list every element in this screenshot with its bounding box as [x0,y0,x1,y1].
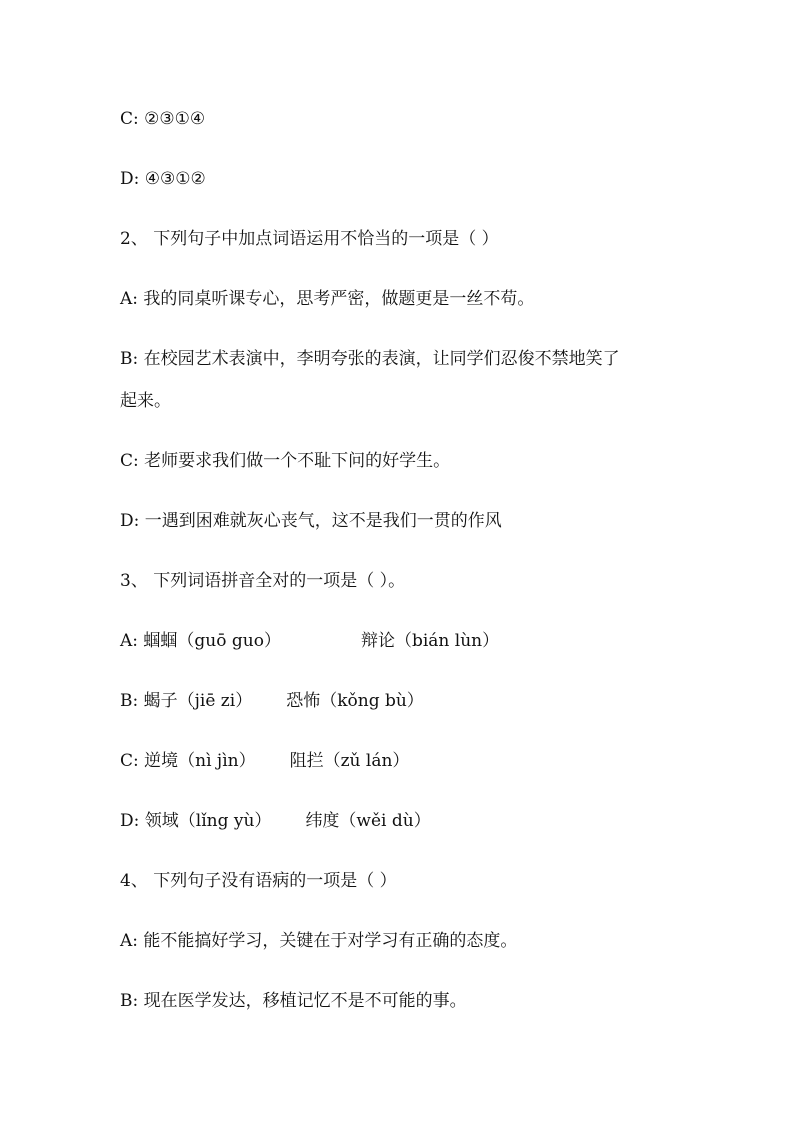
option-label: C: [120,751,145,771]
option-label: D: [120,811,145,831]
option-label: A: [120,631,144,651]
pinyin-word-2: 恐怖（kǒng bù） [286,691,424,711]
q2-stem: 2、 下列句子中加点词语运用不恰当的一项是（ ） [120,229,499,249]
q4-stem: 4、 下列句子没有语病的一项是（ ） [120,871,397,891]
pinyin-word-1: 蝎子（jiē zi） [143,691,253,711]
q4-option-a: A: 能不能搞好学习，关键在于对学习有正确的态度。 [120,931,518,951]
pinyin-word-2: 纬度（wěi dù） [305,811,431,831]
q3-option-b [120,690,700,712]
q2-option-b-line1: B: 在校园艺术表演中，李明夸张的表演，让同学们忍俊不禁地笑了 [120,349,620,369]
q4-option-b: B: 现在医学发达，移植记忆不是不可能的事。 [120,991,467,1011]
pinyin-word-1: 逆境（nì jìn） [144,751,256,771]
pinyin-word-2: 辩论（bián lùn） [360,631,500,651]
q3-option-c [120,750,700,772]
option-label: B: [120,691,144,711]
q3-stem: 3、 下列词语拼音全对的一项是（ ）。 [120,571,406,591]
pinyin-word-1: 领域（lǐng yù） [144,811,272,831]
q2-option-d: D: 一遇到困难就灰心丧气，这不是我们一贯的作风 [120,511,502,531]
q3-option-d [120,810,700,832]
q1-option-d: D: ④③①② [120,169,206,189]
q2-option-a: A: 我的同桌听课专心，思考严密，做题更是一丝不苟。 [120,289,535,309]
q2-option-b-line2: 起来。 [120,391,171,411]
q3-option-a [120,630,700,652]
q1-option-c: C: ②③①④ [120,109,206,129]
q2-option-c: C: 老师要求我们做一个不耻下问的好学生。 [120,451,451,471]
pinyin-word-2: 阻拦（zǔ lán） [289,751,410,771]
pinyin-word-1: 蝈蝈（guō guo） [143,631,281,651]
